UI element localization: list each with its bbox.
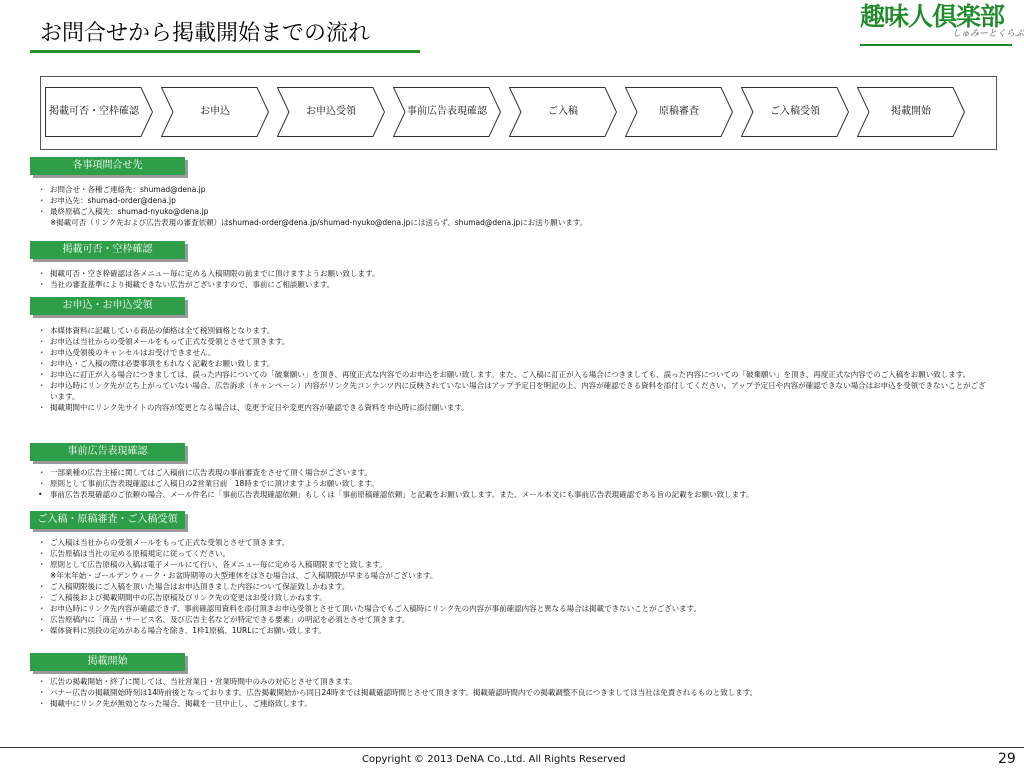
flow-step-label: 事前広告表現確認 — [407, 106, 487, 117]
list-item: ・ お申込に訂正が入る場合につきましては、誤った内容についての「破棄願い」を頂き、再度正式な内容でのお申込をお願い致します。また、ご入稿に訂正が入る場合につきましても、誤った内容についての「破棄願い」を頂き、再度正式な内容でのご入稿をお願い致します。 — [38, 370, 971, 379]
logo-underline — [860, 44, 1012, 46]
flow-step-label: ご入稿 — [548, 106, 578, 117]
list-item: ・ お申込受領後のキャンセルはお受けできません。 — [38, 348, 216, 357]
section-list-start — [38, 676, 998, 709]
flow-step-label: 掲載可否・空枠確認 — [49, 106, 139, 117]
list-item: ・ お申込先：shumad-order@dena.jp — [38, 196, 176, 205]
flow-step — [857, 87, 965, 137]
flow-step — [277, 87, 385, 137]
list-item: ・ お申込時にリンク先が立ち上がっていない場合、広告訴求（キャンペーン）内容がリンク先コンテンツ内に反映されていない場合はアップ予定日を明記の上、内容が確認できる資料を添付してください。アップ予定日や内容が確認できない場合はお申込を受領できないことがございます。 — [38, 381, 986, 401]
list-item: ・ ご入稿期限後にご入稿を頂いた場合はお申込頂きました内容について保証致しかねます。 — [38, 582, 350, 591]
flow-step — [625, 87, 733, 137]
brand-logo — [860, 2, 1024, 42]
section-label-start: 掲載開始 — [30, 653, 185, 671]
flow-step — [509, 87, 617, 137]
flow-step — [45, 87, 153, 137]
title-underline — [30, 50, 420, 53]
flow-step — [741, 87, 849, 137]
list-item: ・ バナー広告の掲載開始時刻は14時前後となっております。広告掲載開始から同日24時までは掲載確認時間とさせて頂きます。掲載確認時間内での掲載調整不良につきましては当社は免責されるものと致します。 — [38, 688, 758, 697]
list-item: ・ 媒体資料に別段の定めがある場合を除き、1枠1原稿、1URLにてお願い致します。 — [38, 626, 326, 635]
section-label-contacts: 各事項問合せ先 — [30, 157, 185, 175]
list-item: ・ お申込時にリンク先内容が確認できず、事前確認用資料を添付頂きお申込受領とさせて頂いた場合でもご入稿時にリンク先の内容が事前確認内容と異なる場合は掲載できないことがございます。 — [38, 604, 701, 613]
list-item: ・ 掲載可否・空き枠確認は各メニュー毎に定める入稿期限の前までに頂けますようお願い致します。 — [38, 269, 380, 278]
list-item: ・ お申込は当社からの受領メールをもって正式な受領とさせて頂きます。 — [38, 337, 290, 346]
list-item: ・ 原則として事前広告表現確認はご入稿日の2営業日前 18時までに頂けますようお願い致します。 — [38, 479, 379, 488]
list-item: ・ 広告原稿は当社の定める原稿規定に従ってください。 — [38, 549, 230, 558]
list-item: ・ 掲載期間中にリンク先サイトの内容が変更となる場合は、変更予定日や変更内容が確認できる資料を申込時に添付願います。 — [38, 403, 469, 412]
flow-step-label: お申込受領 — [306, 106, 356, 117]
page-title: お問合せから掲載開始までの流れ — [40, 21, 371, 46]
flow-step — [161, 87, 269, 137]
copyright-text: Copyright © 2013 DeNA Co.,Ltd. All Rights Reserved — [362, 754, 626, 765]
footer-divider — [0, 747, 1024, 748]
flow-step-label: お申込 — [200, 106, 230, 117]
section-label-ad-review: 事前広告表現確認 — [30, 443, 185, 461]
list-item: ※年末年始・ゴールデンウィーク・お盆時期等の大型連休をはさむ場合は、ご入稿期限が早まる場合がございます。 — [50, 571, 438, 580]
list-item: ・ 掲載中にリンク先が無効となった場合、掲載を一旦中止し、ご連絡致します。 — [38, 699, 312, 708]
flow-diagram — [40, 76, 997, 150]
flow-step-label: 掲載開始 — [891, 106, 931, 117]
logo-text: 趣味人倶楽部 — [860, 2, 1005, 31]
list-item: ・ 広告原稿内に「商品・サービス名、及び広告主名などが特定できる要素」の明記を必須とさせて頂きます。 — [38, 615, 410, 624]
flow-step — [393, 87, 501, 137]
list-item: ・ ご入稿後および掲載期間中の広告原稿及びリンク先の変更はお受け致しかねます。 — [38, 593, 327, 602]
list-item: ・ 一部業種の広告主様に関してはご入稿前に広告表現の事前審査をさせて頂く場合がございます。 — [38, 468, 372, 477]
logo-subtext: しゅみーとくらぶ — [952, 29, 1024, 39]
section-label-application: お申込・お申込受領 — [30, 297, 185, 315]
list-item: ・ お申込・ご入稿の際は必要事項をもれなく記載をお願い致します。 — [38, 359, 275, 368]
list-item: ・ 当社の審査基準により掲載できない広告がございますので、事前にご相談願います。 — [38, 280, 335, 289]
list-item: ・ ご入稿は当社からの受領メールをもって正式な受領とさせて頂きます。 — [38, 538, 290, 547]
section-list-submission — [38, 537, 998, 636]
list-item: ・ お問合せ・各種ご連絡先：shumad@dena.jp — [38, 185, 206, 194]
list-item: ・ 本媒体資料に記載している商品の価格は全て税別価格となります。 — [38, 326, 275, 335]
list-item: ※掲載可否（リンク先および広告表現の審査依頼）はshumad-order@dena.jp/shumad-nyuko@dena.jpには送らず、shumad@dena.jpにお送り願います。 — [50, 218, 588, 227]
section-list-contacts — [38, 184, 998, 228]
section-list-application — [38, 325, 998, 413]
section-label-availability: 掲載可否・空枠確認 — [30, 241, 185, 259]
list-item: ・ 広告の掲載開始・終了に関しては、当社営業日・営業時間中のみの対応とさせて頂きます。 — [38, 677, 357, 686]
list-item: ・ 原則として広告原稿の入稿は電子メールにて行い、各メニュー毎に定める入稿期限までと致します。 — [38, 560, 387, 569]
flow-step-label: 原稿審査 — [659, 106, 699, 117]
section-label-submission: ご入稿・原稿審査・ご入稿受領 — [30, 511, 185, 529]
flow-step-label: ご入稿受領 — [770, 106, 820, 117]
section-list-ad-review — [38, 467, 998, 500]
page-number: 29 — [998, 751, 1016, 767]
list-item: ・ 最終原稿ご入稿先：shumad-nyuko@dena.jp — [38, 207, 209, 216]
section-list-availability — [38, 268, 998, 290]
list-item: • 事前広告表現確認のご依頼の場合、メール件名に「事前広告表現確認依頼」もしくは「事前原稿確認依頼」と記載をお願い致します。また、メール本文にも事前広告表現確認である旨の記載をお願い致します。 — [38, 490, 754, 499]
